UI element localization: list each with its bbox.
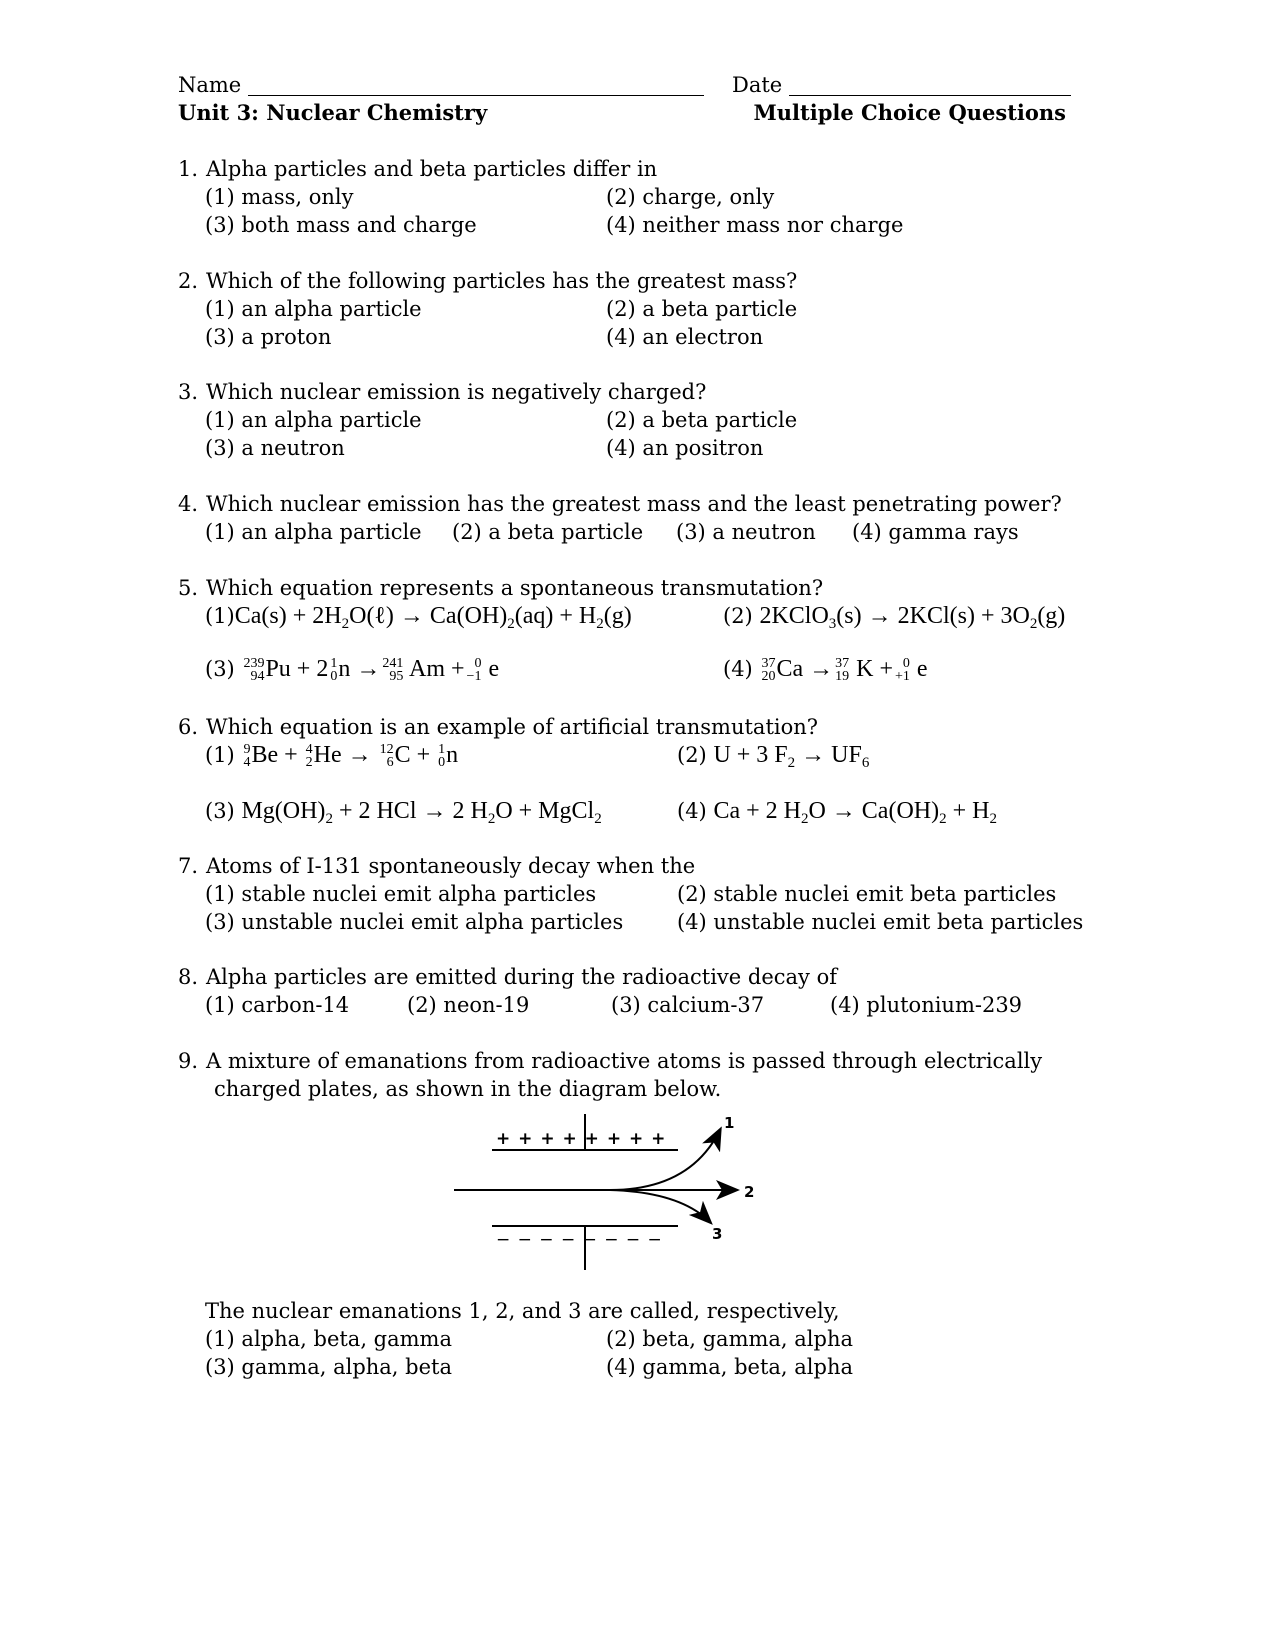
path-1-label: 1: [724, 1114, 735, 1132]
positive-plate-signs: + + + + + + + +: [496, 1129, 667, 1149]
choice-3[interactable]: (3) calcium-37: [611, 993, 765, 1017]
question-number: 2.: [178, 269, 199, 293]
choice-label: (4): [723, 657, 753, 681]
choice-2[interactable]: (2) a beta particle: [606, 408, 798, 432]
choice-label: (1): [205, 604, 235, 628]
question-number: 9.: [178, 1049, 199, 1073]
question-text: Which nuclear emission is negatively charged?: [206, 380, 707, 404]
question-number: 1.: [178, 157, 199, 181]
question-text: Alpha particles are emitted during the radioactive decay of: [206, 965, 838, 989]
path-3-arrow: [610, 1190, 710, 1222]
choice-label: (4): [677, 799, 707, 823]
choice-3[interactable]: [205, 798, 602, 832]
equation: Ca + 2 $H_2O \to Ca(OH)_2 + H_2$: [713, 798, 997, 827]
choice-4[interactable]: [723, 656, 928, 683]
question-text: Which nuclear emission has the greatest mass and the least penetrating power?: [206, 492, 1062, 516]
question-text: Atoms of I-131 spontaneously decay when the: [206, 854, 696, 878]
choice-label: (2): [723, 604, 753, 628]
choice-2[interactable]: [723, 603, 1065, 637]
question-text: Which equation is an example of artificial transmutation?: [206, 715, 819, 739]
choice-2[interactable]: (2) neon-19: [407, 993, 530, 1017]
equation: U + 3 $F_2 \to UF_6$: [713, 742, 870, 771]
equation: 37 20 Ca → 37 19 K + 0 +1 e: [761, 656, 928, 685]
question-number: 5.: [178, 576, 199, 600]
choice-3[interactable]: [205, 656, 499, 683]
choice-4[interactable]: (4) an electron: [606, 325, 764, 349]
question-number: 7.: [178, 854, 199, 878]
question-number: 4.: [178, 492, 199, 516]
choice-4[interactable]: [677, 798, 997, 832]
choice-1[interactable]: (1) an alpha particle: [205, 408, 422, 432]
choice-label: (1): [205, 743, 235, 767]
choice-4[interactable]: (4) gamma rays: [852, 520, 1019, 544]
unit-title: Unit 3: Nuclear Chemistry: [178, 100, 488, 125]
choice-2[interactable]: (2) a beta particle: [606, 297, 798, 321]
path-3-label: 3: [712, 1225, 723, 1243]
question-text-cont: charged plates, as shown in the diagram below.: [214, 1077, 722, 1101]
choice-1[interactable]: [205, 742, 458, 769]
choice-2[interactable]: (2) charge, only: [606, 185, 775, 209]
question-text: Which of the following particles has the greatest mass?: [206, 269, 798, 293]
equation: $Ca(s) + 2H_2O(\ell) \to Ca(OH)_2(aq) + H_2(g)$: [234, 603, 632, 632]
name-label: Name: [178, 73, 242, 97]
choice-1[interactable]: (1) alpha, beta, gamma: [205, 1327, 452, 1351]
date-label: Date: [732, 73, 783, 97]
choice-1[interactable]: (1) an alpha particle: [205, 297, 422, 321]
question-number: 3.: [178, 380, 199, 404]
equation: 9 4 Be + 4 2 He → 12 6 C + 1 0 n: [243, 742, 459, 771]
choice-label: (2): [677, 743, 707, 767]
path-2-label: 2: [744, 1183, 755, 1201]
name-blank[interactable]: [248, 75, 704, 96]
choice-3[interactable]: (3) unstable nuclei emit alpha particles: [205, 910, 624, 934]
doc-type: Multiple Choice Questions: [753, 100, 1066, 125]
choice-4[interactable]: (4) neither mass nor charge: [606, 213, 904, 237]
choice-3[interactable]: (3) gamma, alpha, beta: [205, 1355, 452, 1379]
date-field[interactable]: [732, 72, 1071, 98]
choice-label: (3): [205, 657, 235, 681]
equation: $Mg(OH)_2 + 2$ HCl → 2 $H_2O$ + MgCl$_2$: [241, 798, 602, 827]
choice-2[interactable]: (2) a beta particle: [452, 520, 644, 544]
choice-2[interactable]: (2) stable nuclei emit beta particles: [677, 882, 1057, 906]
choice-3[interactable]: (3) a neutron: [676, 520, 816, 544]
choice-1[interactable]: (1) mass, only: [205, 185, 354, 209]
choice-3[interactable]: (3) a neutron: [205, 436, 345, 460]
date-blank[interactable]: [789, 75, 1071, 96]
question-text: Alpha particles and beta particles differ in: [206, 157, 658, 181]
charged-plates-diagram: [440, 1108, 780, 1278]
choice-3[interactable]: (3) a proton: [205, 325, 332, 349]
negative-plate-signs: − − − − − − − −: [496, 1230, 663, 1250]
name-field[interactable]: [178, 72, 704, 98]
choice-2[interactable]: (2) beta, gamma, alpha: [606, 1327, 853, 1351]
choice-1[interactable]: (1) an alpha particle: [205, 520, 422, 544]
choice-4[interactable]: (4) unstable nuclei emit beta particles: [677, 910, 1084, 934]
choice-1[interactable]: (1) carbon-14: [205, 993, 350, 1017]
choice-2[interactable]: [677, 742, 869, 776]
equation: 239 94 Pu + 2 1 0 n → 241 95 Am + 0 −1 e: [243, 656, 500, 685]
question-text: Which equation represents a spontaneous transmutation?: [206, 576, 824, 600]
question-number: 6.: [178, 715, 199, 739]
question-number: 8.: [178, 965, 199, 989]
choice-label: (3): [205, 799, 235, 823]
question-followup: The nuclear emanations 1, 2, and 3 are called, respectively,: [205, 1299, 840, 1323]
equation: 2KClO$_3$(s) → $2KCl(s) + 3O_2(g)$: [759, 603, 1066, 632]
choice-4[interactable]: (4) plutonium-239: [830, 993, 1023, 1017]
choice-1[interactable]: [205, 603, 632, 637]
question-text: A mixture of emanations from radioactive atoms is passed through electrically: [206, 1049, 1043, 1073]
choice-4[interactable]: (4) gamma, beta, alpha: [606, 1355, 853, 1379]
choice-3[interactable]: (3) both mass and charge: [205, 213, 477, 237]
choice-4[interactable]: (4) an positron: [606, 436, 764, 460]
choice-1[interactable]: (1) stable nuclei emit alpha particles: [205, 882, 597, 906]
